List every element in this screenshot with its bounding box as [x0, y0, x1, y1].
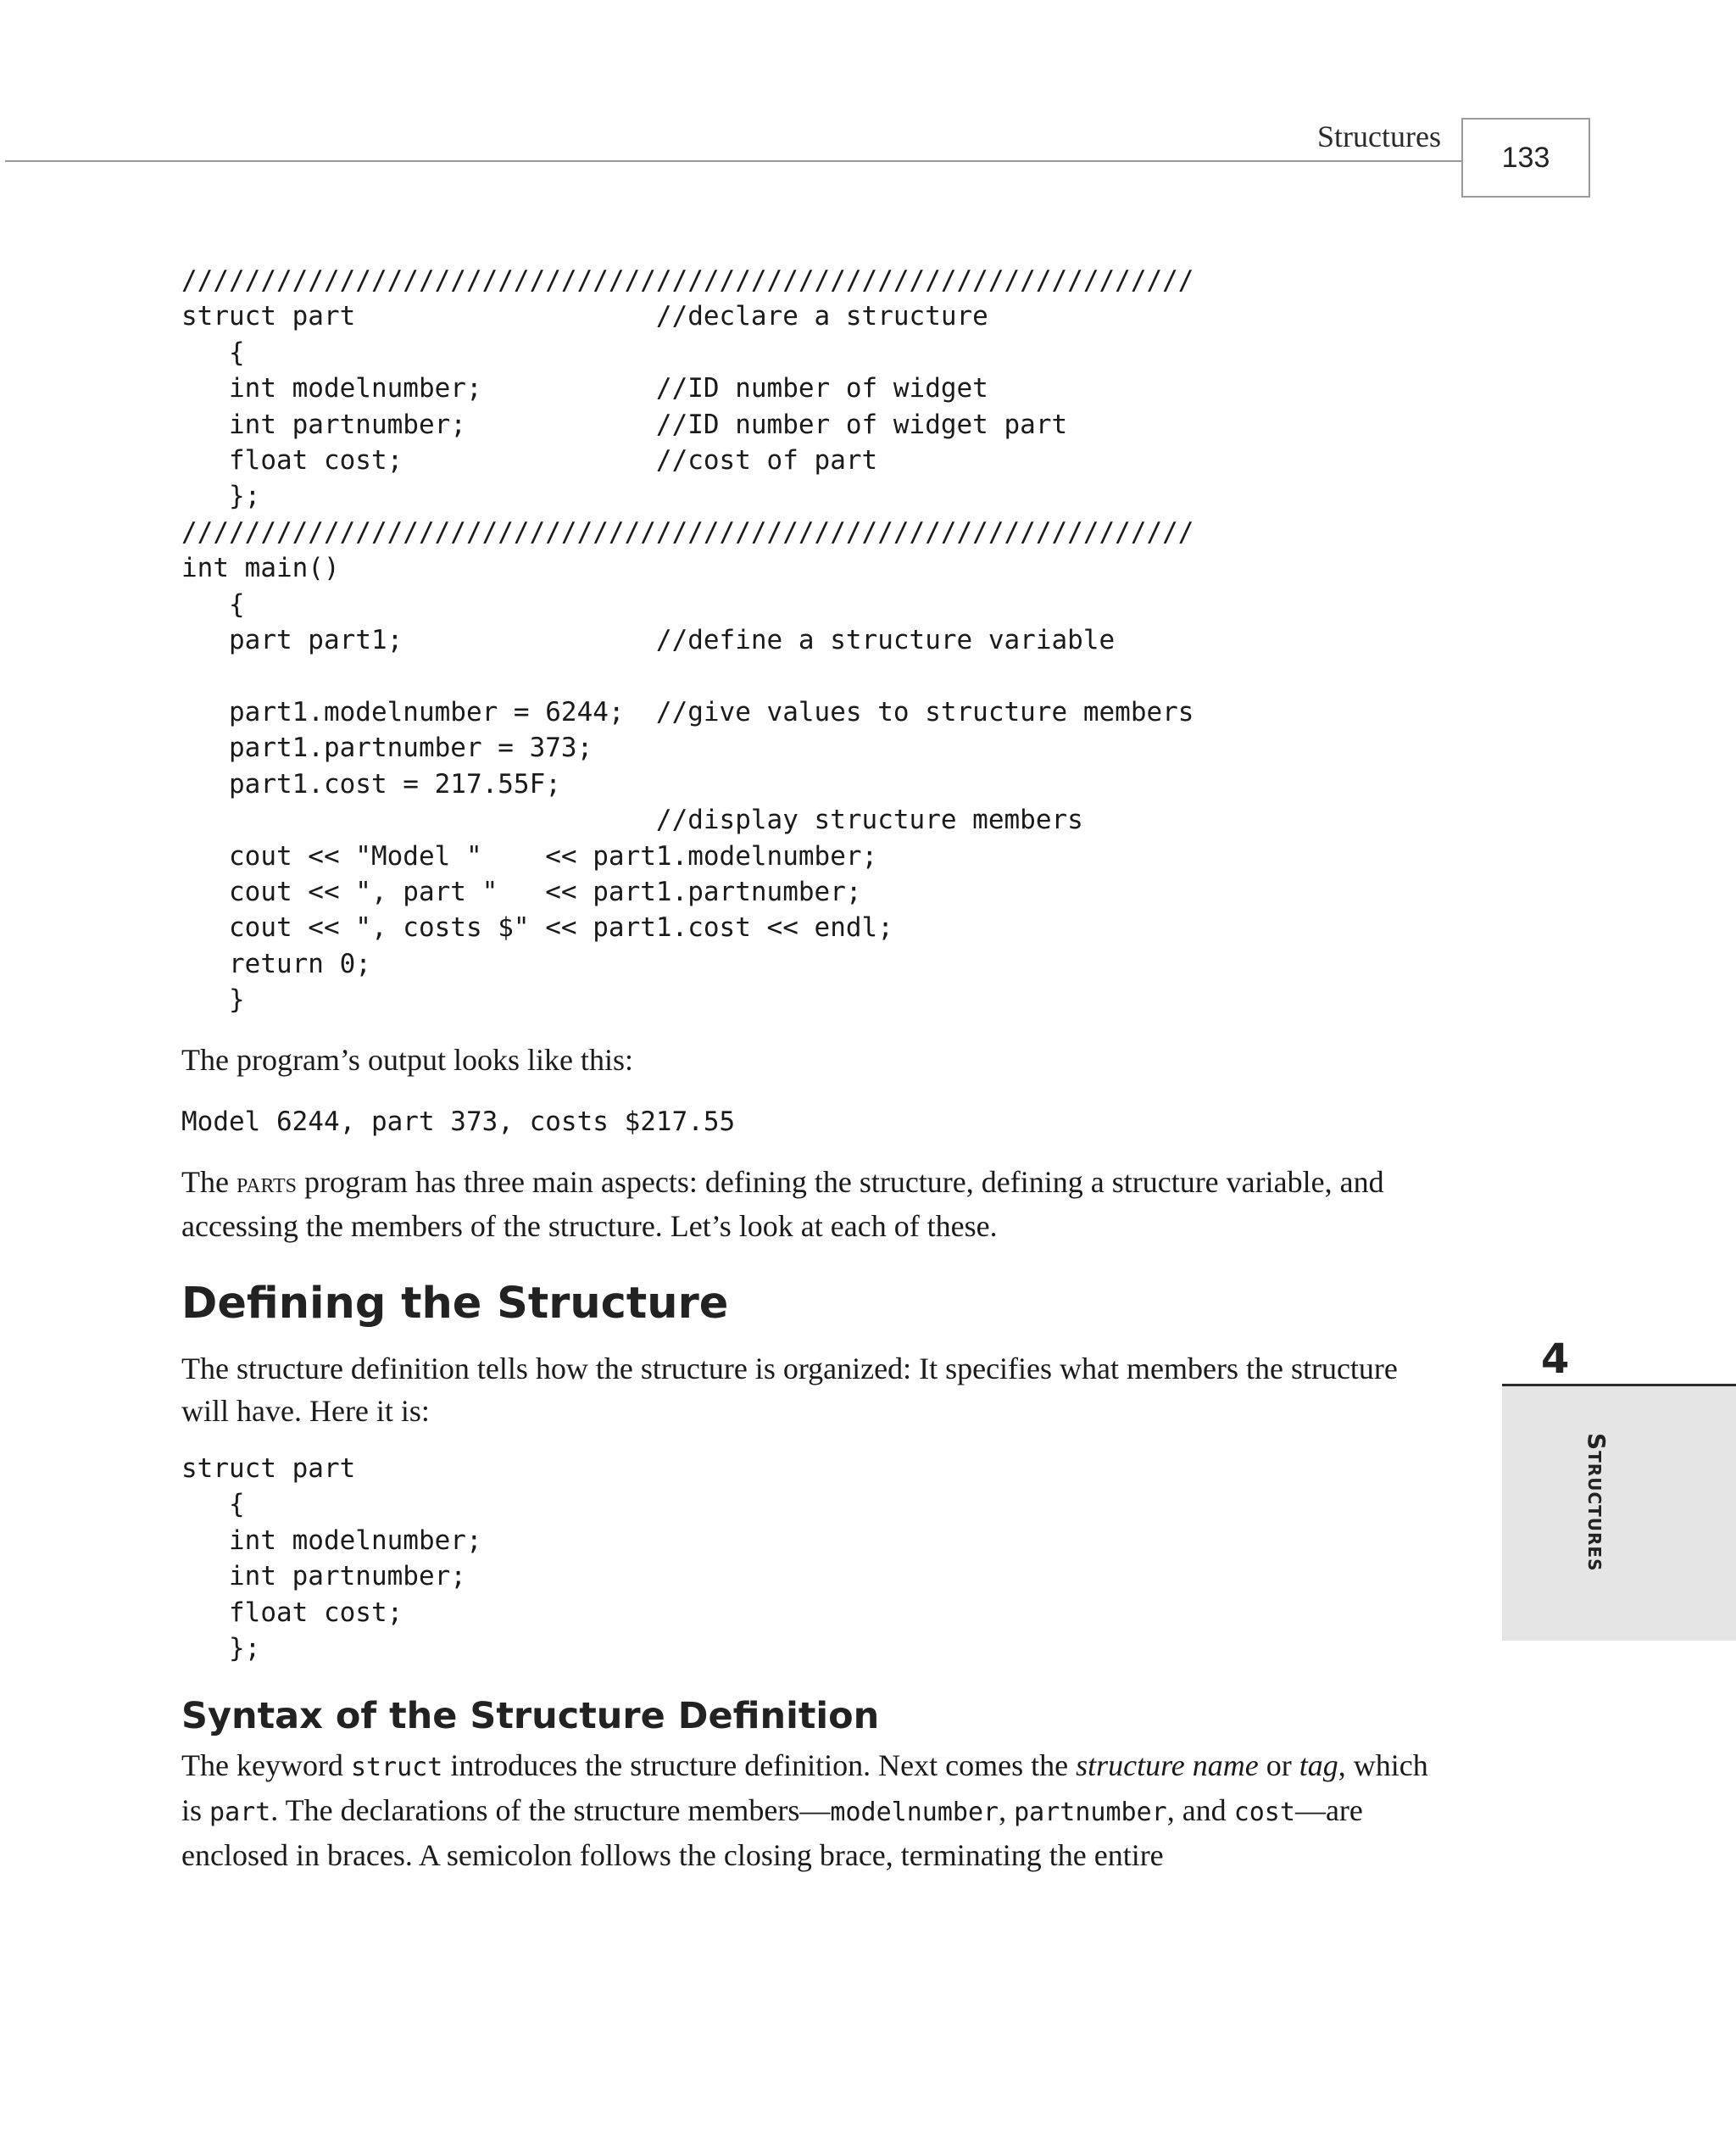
- program-name: parts: [236, 1168, 298, 1199]
- term-tag: tag: [1299, 1748, 1338, 1782]
- term-structure-name: structure name: [1076, 1748, 1259, 1782]
- page-number-box: [1461, 118, 1590, 198]
- inline-code-struct: struct: [350, 1753, 443, 1782]
- syntax-text: , which is: [181, 1748, 1428, 1827]
- inline-code-modelnumber: modelnumber: [830, 1798, 999, 1827]
- parts-text-after: program has three main aspects: defining the structure, defining a structure variable, and accessing the members of the structure. Let’s look at each of these.: [181, 1165, 1384, 1243]
- chapter-tab: [1502, 1386, 1736, 1641]
- program-output: Model 6244, part 373, costs $217.55: [181, 1106, 736, 1137]
- page-number: 133: [1501, 141, 1550, 174]
- syntax-text: —are enclosed in braces. A semicolon follows the closing brace, terminating the entire: [181, 1793, 1363, 1872]
- header-rule: [5, 160, 1461, 162]
- code-listing-parts: //////////////////////////////////////////////////////////////// struct part //declare a structure { int modelnumber; //ID number of widget int partnumber; //ID number of widget part float cost; //cost of part }; //////////////////////////////////////////////////////////////// int main() { part part1; //define a structure variable part1.modelnumber = 6244; //give values to structure members part1.partnumber = 373; part1.cost = 217.55F; //display structure members cout << "Model " << part1.modelnumber; cout << ", part " << part1.partnumber; cout << ", costs $" << part1.cost << endl; return 0; }: [181, 265, 1194, 1016]
- syntax-paragraph: [181, 1744, 1453, 1876]
- output-intro-text: The program’s output looks like this:: [181, 1043, 633, 1077]
- inline-code-cost: cost: [1233, 1798, 1295, 1827]
- definition-paragraph: The structure definition tells how the structure is organized: It specifies what members the structure will have. Here it is:: [181, 1352, 1398, 1428]
- inline-code-partnumber: partnumber: [1014, 1798, 1167, 1827]
- running-head: Structures: [1317, 120, 1441, 153]
- syntax-text: The keyword: [181, 1748, 351, 1782]
- inline-code-part: part: [209, 1798, 271, 1827]
- subsection-heading: Syntax of the Structure Definition: [181, 1695, 880, 1737]
- parts-text-before: The: [181, 1165, 236, 1199]
- code-struct-definition: struct part { int modelnumber; int partnumber; float cost; };: [181, 1453, 482, 1664]
- section-heading: Defining the Structure: [181, 1279, 729, 1329]
- parts-paragraph: [181, 1161, 1453, 1247]
- syntax-text: or: [1258, 1748, 1299, 1782]
- syntax-text: . The declarations of the structure members—: [270, 1793, 831, 1827]
- syntax-text: introduces the structure definition. Next comes the: [442, 1748, 1077, 1782]
- chapter-tab-label: Structures: [1583, 1433, 1611, 1572]
- syntax-text: , and: [1166, 1793, 1234, 1827]
- syntax-text: ,: [999, 1793, 1015, 1827]
- chapter-number: 4: [1541, 1335, 1570, 1383]
